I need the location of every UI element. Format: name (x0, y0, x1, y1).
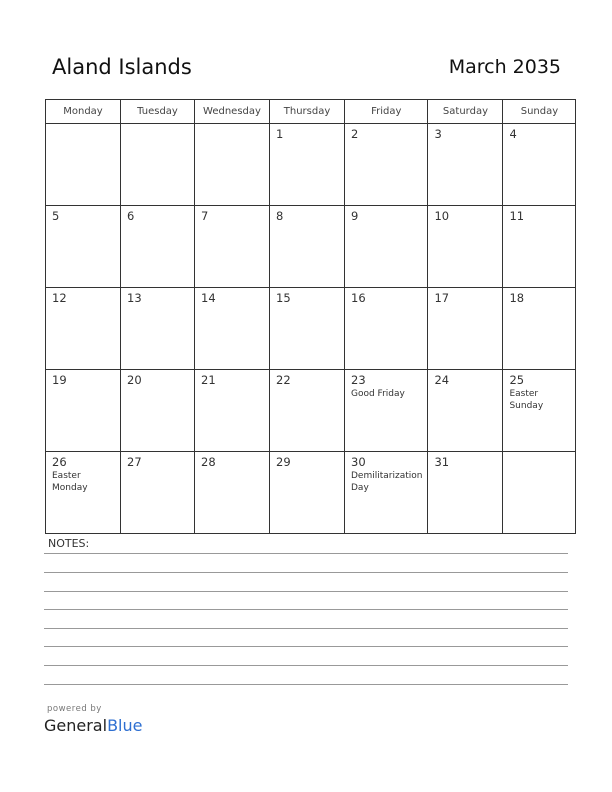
day-number: 9 (351, 209, 359, 223)
day-number: 18 (509, 291, 525, 305)
day-number: 8 (276, 209, 284, 223)
day-cell (270, 124, 345, 206)
day-cell (195, 370, 270, 452)
day-number: 23 (351, 373, 366, 387)
day-cell (270, 288, 345, 370)
day-number: 5 (52, 209, 60, 223)
weekday-header: Thursday (270, 100, 345, 124)
day-number: 3 (434, 127, 442, 141)
day-cell (345, 124, 428, 206)
note-line (44, 628, 568, 629)
day-cell (46, 370, 121, 452)
day-cell (195, 452, 270, 534)
calendar-grid (45, 99, 576, 534)
day-cell (428, 206, 503, 288)
note-line (44, 665, 568, 666)
day-number: 4 (509, 127, 517, 141)
day-number: 28 (201, 455, 216, 469)
day-number: 10 (434, 209, 450, 223)
day-cell (195, 124, 270, 206)
holiday-label: Easter Monday (52, 471, 88, 493)
day-cell (195, 206, 270, 288)
day-cell (345, 206, 428, 288)
day-cell (345, 370, 428, 452)
week-row (46, 452, 576, 534)
notes-label: NOTES: (48, 537, 90, 550)
day-number: 25 (509, 373, 525, 387)
weekday-header: Saturday (428, 100, 503, 124)
day-number: 1 (276, 127, 284, 141)
day-cell (345, 452, 428, 534)
day-cell (503, 452, 576, 534)
day-number: 19 (52, 373, 67, 387)
day-cell (428, 124, 503, 206)
brand-general-text: General (44, 716, 108, 735)
day-number: 26 (52, 455, 67, 469)
calendar-country-title: Aland Islands (52, 55, 192, 79)
note-line (44, 684, 568, 685)
day-cell (270, 452, 345, 534)
day-number: 24 (434, 373, 450, 387)
day-number: 27 (127, 455, 142, 469)
day-cell (46, 288, 121, 370)
day-cell (46, 452, 121, 534)
day-number: 15 (276, 291, 291, 305)
weekday-header: Friday (345, 100, 428, 124)
holiday-label: Good Friday (351, 389, 405, 399)
day-number: 29 (276, 455, 291, 469)
day-cell (121, 370, 195, 452)
day-cell (503, 206, 576, 288)
day-cell (428, 288, 503, 370)
day-number: 6 (127, 209, 135, 223)
note-line (44, 553, 568, 554)
weekday-header: Monday (46, 100, 121, 124)
weekday-header: Sunday (503, 100, 576, 124)
day-number: 2 (351, 127, 359, 141)
calendar-month-title: March 2035 (448, 56, 561, 78)
day-cell (345, 288, 428, 370)
day-number: 21 (201, 373, 216, 387)
week-row (46, 206, 576, 288)
note-line (44, 591, 568, 592)
day-cell (121, 452, 195, 534)
day-cell (195, 288, 270, 370)
day-number: 7 (201, 209, 209, 223)
powered-by-text: powered by (47, 704, 102, 714)
day-cell (503, 370, 576, 452)
week-row (46, 288, 576, 370)
day-cell (428, 370, 503, 452)
weekday-header-row (46, 100, 576, 124)
week-row (46, 370, 576, 452)
day-number: 13 (127, 291, 142, 305)
day-cell (46, 124, 121, 206)
day-number: 12 (52, 291, 67, 305)
weekday-header: Tuesday (121, 100, 195, 124)
generalblue-logo (44, 716, 142, 735)
note-line (44, 572, 568, 573)
note-line (44, 646, 568, 647)
calendar-body (46, 124, 576, 534)
day-cell (270, 206, 345, 288)
day-number: 20 (127, 373, 142, 387)
day-number: 31 (434, 455, 450, 469)
day-cell (503, 288, 576, 370)
day-cell (121, 288, 195, 370)
day-number: 16 (351, 291, 366, 305)
weekday-header: Wednesday (195, 100, 270, 124)
day-number: 30 (351, 455, 366, 469)
holiday-label: Easter Sunday (509, 389, 544, 411)
brand-blue-text: Blue (107, 716, 143, 735)
day-cell (121, 206, 195, 288)
day-number: 14 (201, 291, 216, 305)
holiday-label: Demilitarization Day (351, 471, 423, 493)
day-cell (46, 206, 121, 288)
note-line (44, 609, 568, 610)
day-cell (503, 124, 576, 206)
day-cell (121, 124, 195, 206)
week-row (46, 124, 576, 206)
day-number: 22 (276, 373, 291, 387)
day-number: 17 (434, 291, 450, 305)
day-number: 11 (509, 209, 525, 223)
day-cell (428, 452, 503, 534)
day-cell (270, 370, 345, 452)
